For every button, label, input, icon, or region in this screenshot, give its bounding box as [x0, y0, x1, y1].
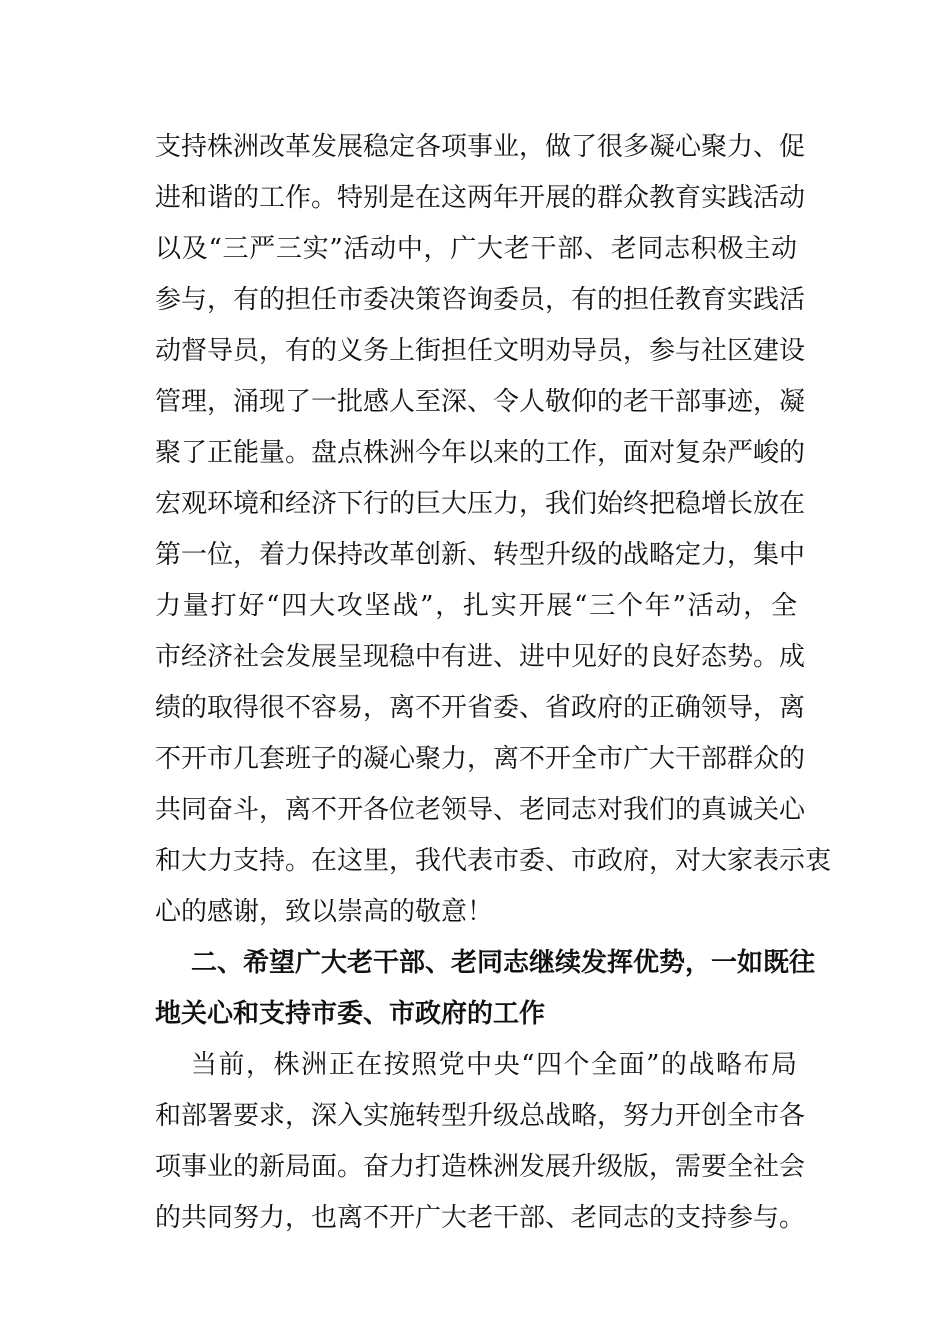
paragraph1-line: 和大力支持。在这里，我代表市委、市政府，对大家表示衷 — [155, 846, 832, 876]
paragraph1-line: 参与，有的担任市委决策咨询委员，有的担任教育实践活 — [155, 285, 806, 315]
paragraph1-line: 共同奋斗，离不开各位老领导、老同志对我们的真诚关心 — [155, 795, 806, 825]
paragraph2-line: 项事业的新局面。奋力打造株洲发展升级版，需要全社会 — [155, 1152, 806, 1182]
paragraph1-line: 心的感谢，致以崇高的敬意！ — [155, 897, 494, 927]
paragraph1-line: 动督导员，有的义务上街担任文明劝导员，参与社区建设 — [155, 336, 806, 366]
paragraph1-line: 进和谐的工作。特别是在这两年开展的群众教育实践活动 — [155, 183, 806, 213]
paragraph1-line: 绩的取得很不容易，离不开省委、省政府的正确领导，离 — [155, 693, 806, 723]
paragraph1-line: 支持株洲改革发展稳定各项事业，做了很多凝心聚力、促 — [155, 132, 806, 162]
paragraph1-line: 以及“三严三实”活动中，广大老干部、老同志积极主动 — [155, 234, 797, 264]
paragraph1-line: 宏观环境和经济下行的巨大压力，我们始终把稳增长放在 — [155, 489, 806, 519]
paragraph2-line: 当前，株洲正在按照党中央“四个全面”的战略布局 — [191, 1050, 797, 1080]
paragraph1-line: 力量打好“四大攻坚战”，扎实开展“三个年”活动，全 — [155, 591, 797, 621]
section-heading-line: 地关心和支持市委、市政府的工作 — [155, 999, 546, 1029]
paragraph1-line: 第一位，着力保持改革创新、转型升级的战略定力，集中 — [155, 540, 806, 570]
paragraph1-line: 聚了正能量。盘点株洲今年以来的工作，面对复杂严峻的 — [155, 438, 806, 468]
section-heading-line: 二、希望广大老干部、老同志继续发挥优势，一如既往 — [191, 948, 816, 978]
paragraph1-line: 市经济社会发展呈现稳中有进、进中见好的良好态势。成 — [155, 642, 806, 672]
paragraph1-line: 不开市几套班子的凝心聚力，离不开全市广大干部群众的 — [155, 744, 806, 774]
paragraph2-line: 的共同努力，也离不开广大老干部、老同志的支持参与。 — [155, 1203, 806, 1233]
paragraph2-line: 和部署要求，深入实施转型升级总战略，努力开创全市各 — [155, 1101, 806, 1131]
paragraph1-line: 管理，涌现了一批感人至深、令人敬仰的老干部事迹，凝 — [155, 387, 806, 417]
